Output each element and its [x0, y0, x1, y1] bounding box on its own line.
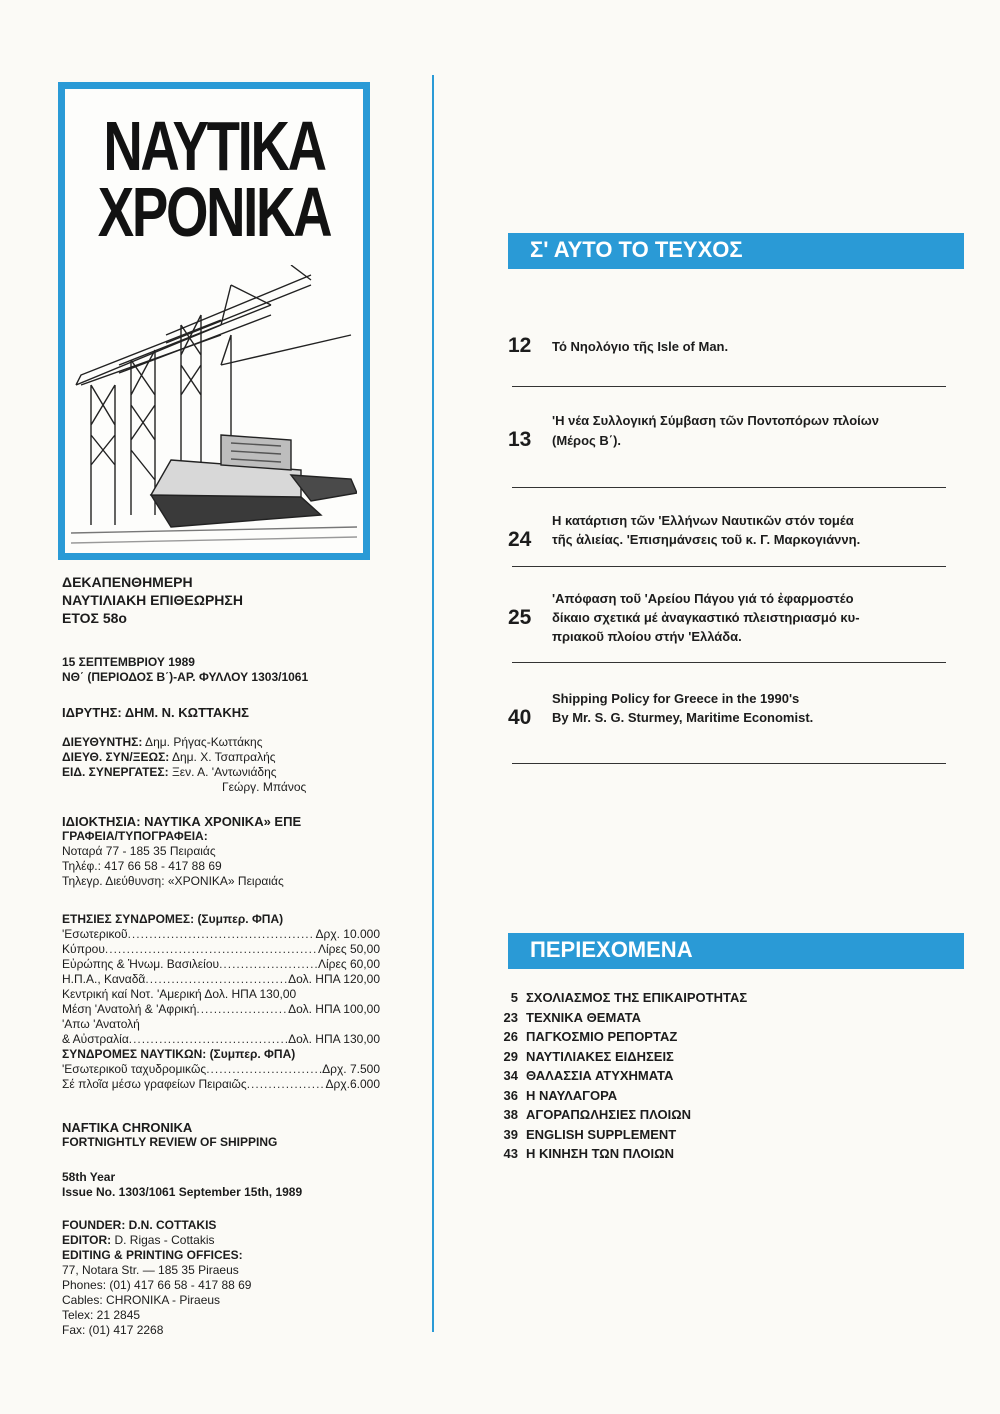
contents-title: ΣΧΟΛΙΑΣΜΟΣ ΤΗΣ ΕΠΙΚΑΙΡΟΤΗΤΑΣ: [526, 990, 748, 1005]
publication-kind-line1: ΔΕΚΑΠΕΝΘΗΜΕΡΗ: [62, 574, 193, 590]
container-ship-port-illustration: [71, 265, 357, 553]
leader-dots: [129, 1032, 288, 1047]
contents-item[interactable]: [484, 1105, 747, 1125]
article-page: 40: [508, 706, 532, 729]
in-this-issue-banner: Σ' ΑΥΤΟ ΤΟ ΤΕΥΧΟΣ: [508, 233, 964, 269]
article-title: (Μέρος Β΄).: [552, 433, 622, 448]
divider-line: [512, 763, 946, 764]
contents-title: ΑΓΟΡΑΠΩΛΗΣΙΕΣ ΠΛΟΙΩΝ: [526, 1107, 692, 1122]
rate-row: [62, 957, 380, 972]
english-year: 58th Year: [62, 1170, 116, 1184]
rate-row: [62, 1077, 380, 1092]
english-cables: Cables: CHRONIKA - Piraeus: [62, 1293, 221, 1307]
rate-value: Δολ. ΗΠΑ 100,00: [288, 1002, 380, 1016]
article-page: 12: [508, 334, 532, 357]
article-page: 13: [508, 428, 532, 451]
contents-page: 39: [503, 1126, 518, 1142]
issue-date: 15 ΣΕΠΤΕΜΒΡΙΟΥ 1989: [62, 655, 195, 669]
rate-label: Μέση 'Ανατολή & 'Αφρική: [62, 1002, 197, 1016]
issue-info: [62, 655, 308, 685]
contents-title: ΠΑΓΚΟΣΜΙΟ ΡΕΠΟΡΤΑΖ: [526, 1029, 678, 1044]
contents-page: 36: [503, 1087, 518, 1103]
staff-row: ΔΙΕΥΘΥΝΤΗΣ: Δημ. Ρήγας-Κωττάκης: [62, 735, 263, 749]
owner: ΙΔΙΟΚΤΗΣΙΑ: ΝΑΥΤΙΚΑ ΧΡΟΝΙΚΑ» ΕΠΕ: [62, 814, 302, 829]
contents-item[interactable]: [484, 1066, 747, 1086]
rate-value: Δρχ. 10.000: [315, 927, 380, 941]
leader-dots: [247, 1077, 326, 1092]
article-title: Τό Νηολόγιο τῆς Isle of Man.: [552, 339, 729, 354]
english-phones: Phones: (01) 417 66 58 - 417 88 69: [62, 1278, 252, 1292]
founder-greek: ΙΔΡΥΤΗΣ: ΔΗΜ. Ν. ΚΩΤΤΑΚΗΣ: [62, 705, 249, 720]
english-subtitle: FORTNIGHTLY REVIEW OF SHIPPING: [62, 1135, 278, 1149]
publication-info: [62, 573, 243, 627]
contents-title: ΘΑΛΑΣΣΙΑ ΑΤΥΧΗΜΑΤΑ: [526, 1068, 674, 1083]
rate-row: [62, 1062, 380, 1077]
contents-item[interactable]: [484, 1144, 747, 1164]
publication-year: ΕΤΟΣ 58ο: [62, 610, 127, 626]
ownership-info: [62, 814, 301, 889]
article-title: τῆς ἁλιείας. 'Επισημάνσεις τοῦ κ. Γ. Μαρκογιάννη.: [552, 532, 861, 547]
contents-page: 23: [503, 1009, 518, 1025]
rate-value: Λίρες 50,00: [317, 942, 380, 956]
staff-list: [62, 735, 306, 795]
english-issue: [62, 1170, 302, 1200]
leader-dots: [145, 972, 288, 987]
divider-line: [512, 487, 946, 488]
article-title: By Mr. S. G. Sturmey, Maritime Economist.: [552, 710, 814, 725]
rate-value: Δολ. ΗΠΑ 130,00: [288, 1032, 380, 1046]
contents-item[interactable]: [484, 1008, 747, 1028]
contents-item[interactable]: [484, 1086, 747, 1106]
english-founder: FOUNDER: D.N. COTTAKIS: [62, 1218, 217, 1232]
rate-label: & Αὐστραλία: [62, 1032, 129, 1046]
naval-subscriptions-heading: ΣΥΝΔΡΟΜΕΣ ΝΑΥΤΙΚΩΝ: (Συμπερ. ΦΠΑ): [62, 1047, 296, 1061]
rate-value: Δολ. ΗΠΑ 120,00: [288, 972, 380, 986]
leader-dots: [128, 927, 316, 942]
rate-label: Η.Π.Α., Καναδᾶ: [62, 972, 146, 986]
divider-line: [512, 566, 946, 567]
masthead-title-line1: ΝΑΥΤΙΚΑ: [103, 107, 325, 185]
contents-title: Η ΚΙΝΗΣΗ ΤΩΝ ΠΛΟΙΩΝ: [526, 1146, 674, 1161]
offices-cable: Τηλεγρ. Διεύθυνση: «ΧΡΟΝΙΚΑ» Πειραιάς: [62, 874, 284, 888]
english-editor: EDITOR: D. Rigas - Cottakis: [62, 1233, 215, 1247]
masthead-title-line2: ΧΡΟΝΙΚΑ: [97, 173, 331, 251]
rate-row: 'Απω 'Ανατολή: [62, 1017, 140, 1031]
rate-label: 'Εσωτερικοῦ: [62, 927, 128, 941]
english-name: NAFTIKA CHRONIKA: [62, 1120, 193, 1135]
article-title: δίκαιο σχετικά μέ ἀναγκαστικό πλειστηριασμό κυ-: [552, 610, 860, 625]
contents-page: 34: [503, 1068, 518, 1083]
contents-title: ENGLISH SUPPLEMENT: [526, 1126, 677, 1142]
article-title: πριακοῦ πλοίου στήν 'Ελλάδα.: [552, 629, 742, 644]
leader-dots: [206, 1062, 322, 1077]
publication-kind-line2: ΝΑΥΤΙΛΙΑΚΗ ΕΠΙΘΕΩΡΗΣΗ: [62, 592, 243, 608]
rate-value: Δρχ. 7.500: [322, 1062, 380, 1076]
english-fax: Fax: (01) 417 2268: [62, 1323, 164, 1337]
staff-row: ΔΙΕΥΘ. ΣΥΝ/ΞΕΩΣ: Δημ. Χ. Τσαπραλής: [62, 750, 276, 764]
rate-label: Σέ πλοῖα μέσω γραφείων Πειραιῶς: [62, 1077, 247, 1091]
issue-number: ΝΘ΄ (ΠΕΡΙΟΔΟΣ Β΄)-ΑΡ. ΦΥΛΛΟΥ 1303/1061: [62, 670, 309, 684]
english-staff: [62, 1218, 251, 1338]
subscriptions-heading: ΕΤΗΣΙΕΣ ΣΥΝΔΡΟΜΕΣ: (Συμπερ. ΦΠΑ): [62, 912, 284, 926]
article-title: 'Απόφαση τοῦ 'Αρείου Πάγου γιά τό ἐφαρμοστέο: [552, 591, 854, 606]
offices-label: ΓΡΑΦΕΙΑ/ΤΥΠΟΓΡΑΦΕΙΑ:: [62, 829, 208, 843]
rate-row: [62, 927, 380, 942]
offices-address: Νοταρά 77 - 185 35 Πειραιάς: [62, 844, 216, 858]
english-telex: Telex: 21 2845: [62, 1308, 141, 1322]
contents-page: 5: [510, 990, 518, 1005]
contents-title: ΤΕΧΝΙΚΑ ΘΕΜΑΤΑ: [526, 1009, 641, 1025]
rate-row: [62, 1032, 380, 1047]
staff-row: ΕΙΔ. ΣΥΝΕΡΓΑΤΕΣ: Ξεν. Α. 'Αντωνιάδης: [62, 765, 277, 779]
contents-page: 26: [503, 1029, 518, 1044]
contents-page: 29: [503, 1048, 518, 1064]
rate-label: Εὐρώπης & Ἡνωμ. Βασιλείου: [62, 957, 220, 971]
rate-row: [62, 942, 380, 957]
contents-page: 43: [503, 1146, 518, 1161]
article-page: 25: [508, 606, 532, 629]
contents-item[interactable]: [484, 1125, 747, 1145]
rate-row: [62, 972, 380, 987]
founder-info: [62, 704, 249, 722]
contents-page: 38: [503, 1107, 518, 1122]
rate-row: [62, 1002, 380, 1017]
contents-list: [484, 988, 747, 1164]
article-title: 'Η νέα Συλλογική Σύμβαση τῶν Ποντοπόρων πλοίων: [552, 413, 880, 428]
english-masthead: [62, 1120, 277, 1150]
article-title: Η κατάρτιση τῶν 'Ελλήνων Ναυτικῶν στόν τομέα: [552, 513, 854, 528]
english-offices: EDITING & PRINTING OFFICES:: [62, 1248, 243, 1262]
leader-dots: [219, 957, 318, 972]
rate-label: 'Εσωτερικοῦ ταχυδρομικῶς: [62, 1062, 207, 1076]
article-page: 24: [508, 528, 532, 551]
masthead-cover: [58, 82, 370, 560]
column-divider: [432, 75, 434, 1332]
rate-value: Δρχ.6.000: [325, 1077, 380, 1091]
rate-value: Λίρες 60,00: [317, 957, 380, 971]
divider-line: [512, 662, 946, 663]
rate-label: Κύπρου: [62, 942, 105, 956]
contents-banner: ΠΕΡΙΕΧΟΜΕΝΑ: [508, 933, 964, 969]
article-title: Shipping Policy for Greece in the 1990's: [552, 691, 800, 706]
rate-row: Κεντρική καί Νοτ. 'Αμερική Δολ. ΗΠΑ 130,00: [62, 987, 297, 1001]
english-address: 77, Notara Str. — 185 35 Piraeus: [62, 1263, 239, 1277]
contents-item[interactable]: [484, 988, 747, 1008]
contents-item[interactable]: [484, 1047, 747, 1067]
english-issue-number: Issue No. 1303/1061 September 15th, 1989: [62, 1185, 303, 1199]
contents-title: ΝΑΥΤΙΛΙΑΚΕΣ ΕΙΔΗΣΕΙΣ: [526, 1048, 674, 1064]
leader-dots: [196, 1002, 288, 1017]
offices-phone: Τηλέφ.: 417 66 58 - 417 88 69: [62, 859, 222, 873]
staff-row: Γεώργ. Μπάνος: [222, 780, 307, 794]
subscription-rates: [62, 912, 380, 1092]
contents-item[interactable]: [484, 1027, 747, 1047]
leader-dots: [105, 942, 318, 957]
contents-title: Η ΝΑΥΛΑΓΟΡΑ: [526, 1087, 618, 1103]
divider-line: [512, 386, 946, 387]
